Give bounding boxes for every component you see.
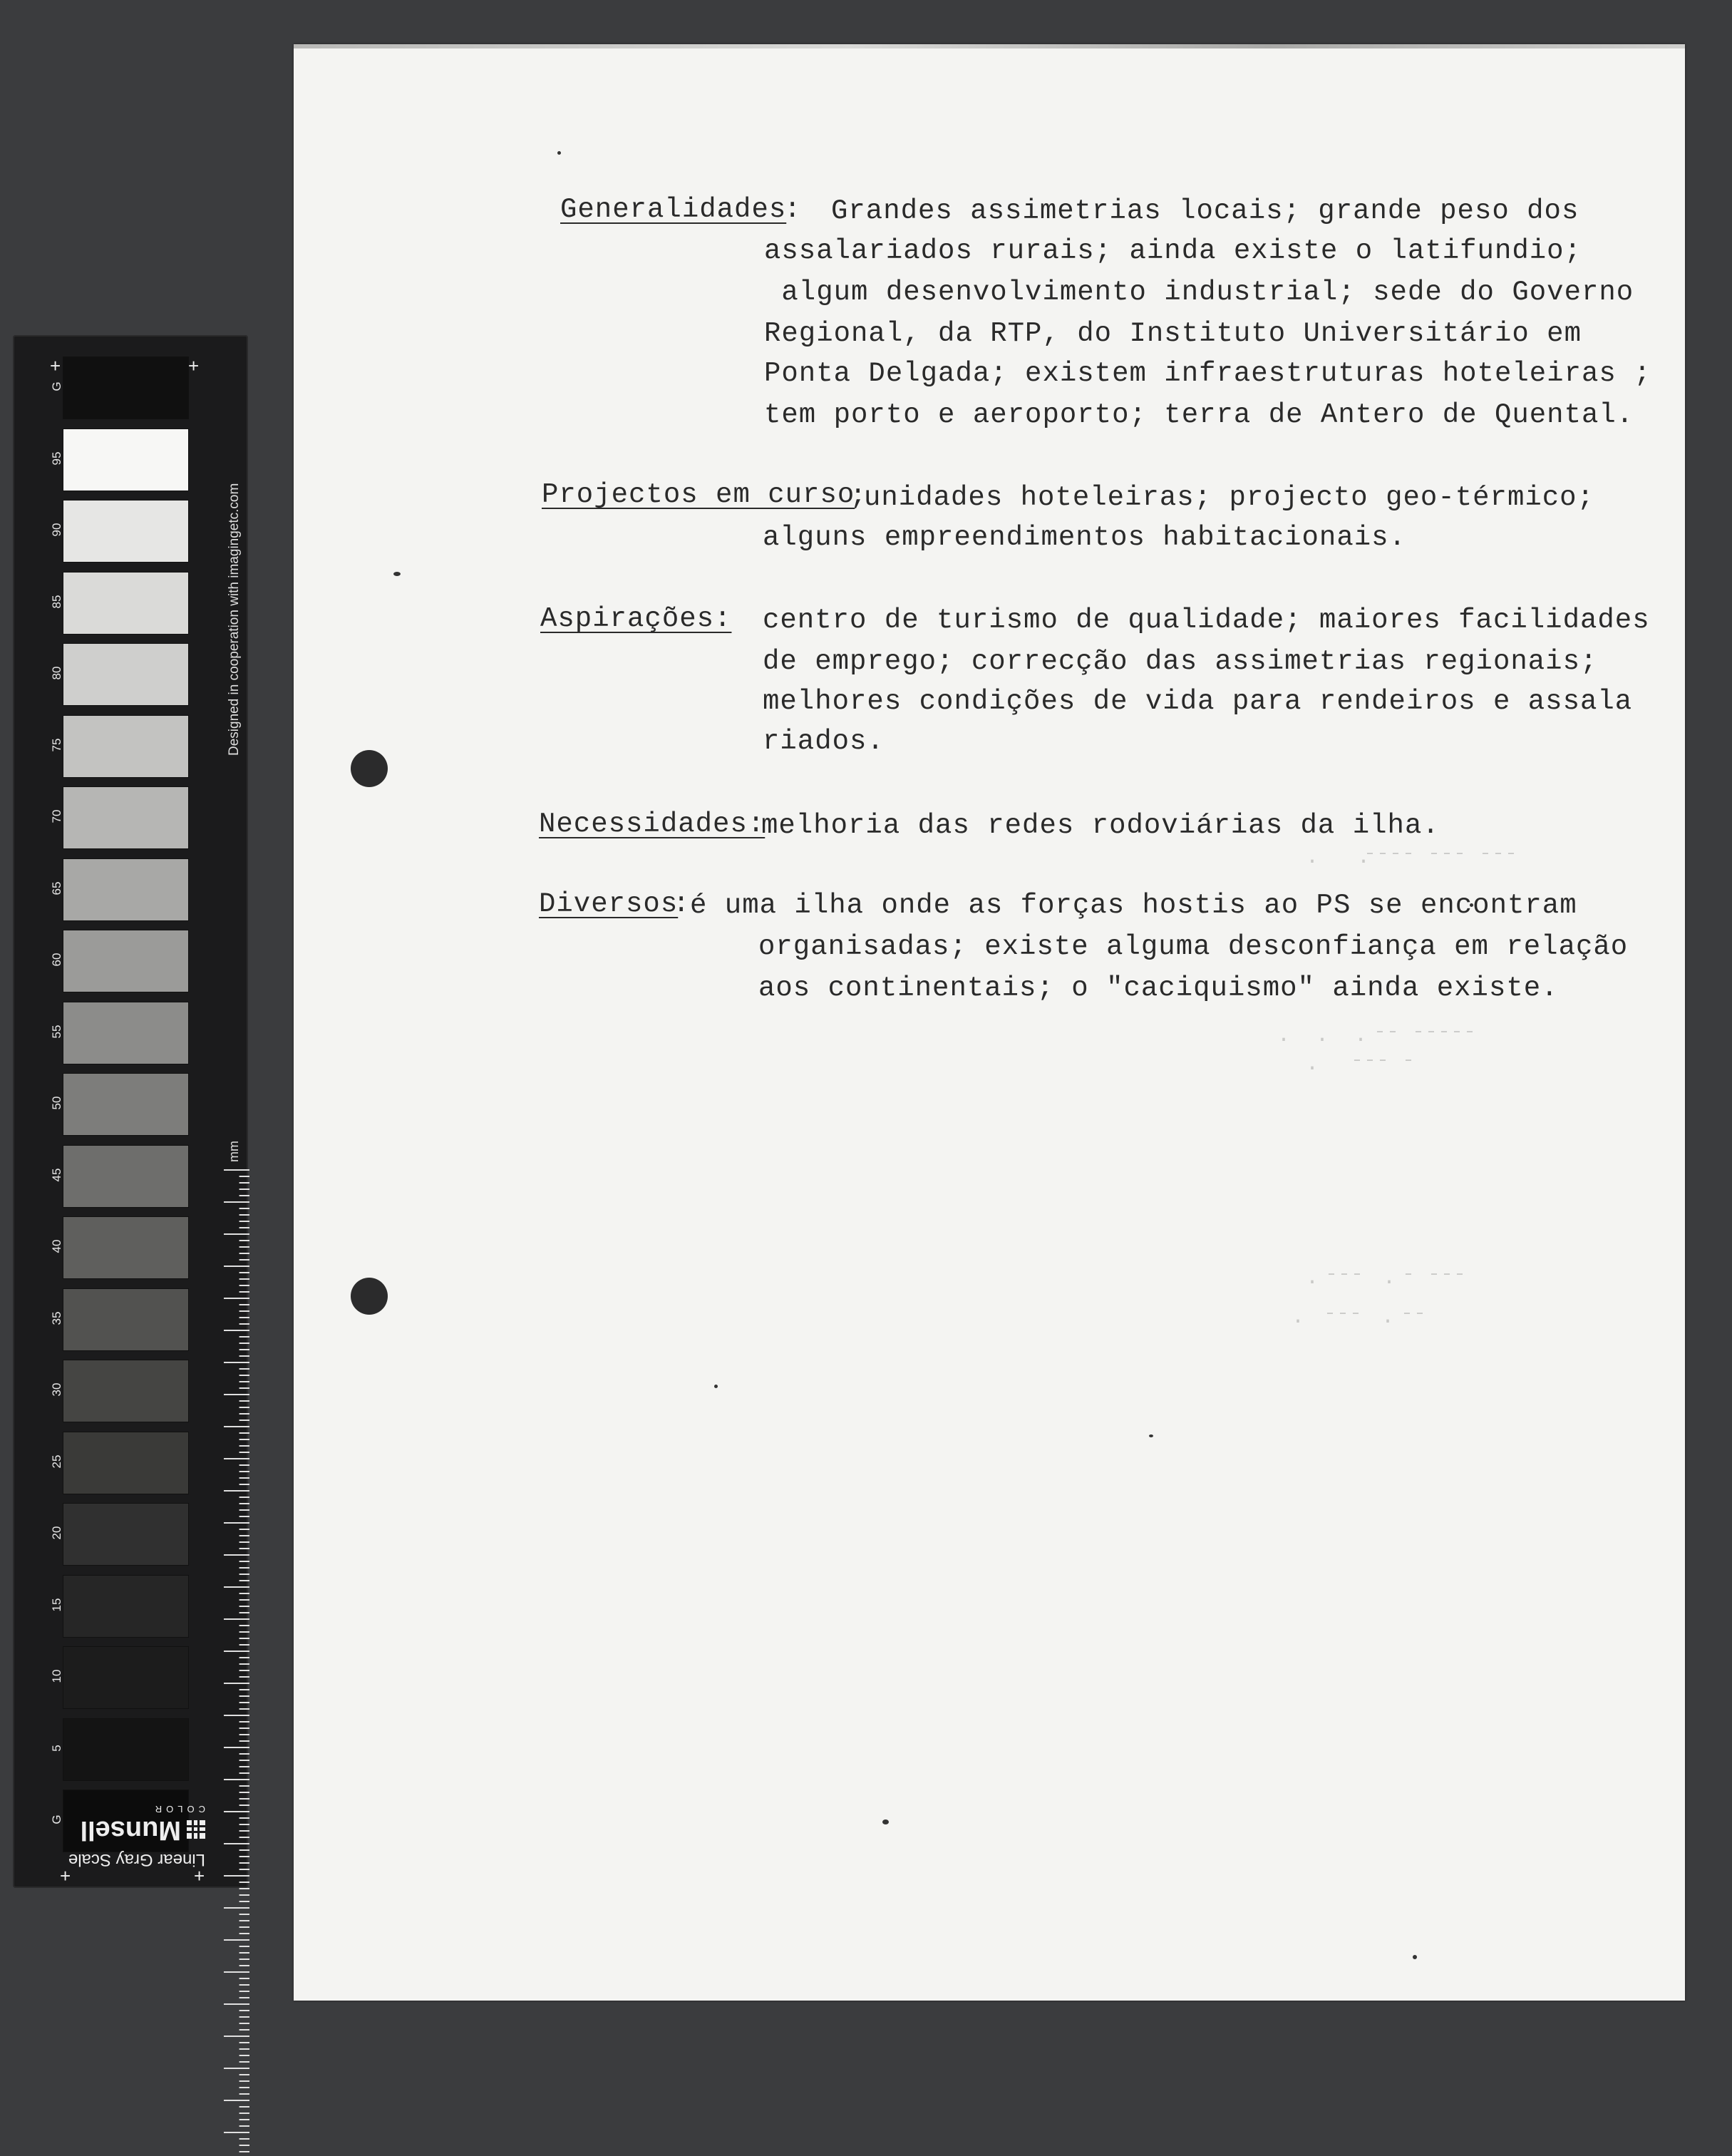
gray-patch	[63, 1002, 189, 1064]
punch-hole	[351, 1278, 388, 1315]
gray-patch	[63, 930, 189, 992]
gray-patch	[63, 786, 189, 849]
section-line: aos continentais; o "caciquismo" ainda existe.	[758, 972, 1559, 1004]
section-separator: :	[784, 194, 802, 225]
gray-patch-label: 35	[50, 1311, 63, 1325]
registration-mark: +	[188, 355, 200, 376]
gray-patch-label: 65	[50, 881, 63, 895]
gray-patch	[63, 643, 189, 706]
gray-patch	[63, 1216, 189, 1279]
gray-patch-label: 50	[50, 1096, 63, 1110]
munsell-brand: Munsell	[80, 1815, 181, 1845]
section-line: de emprego; correcção das assimetrias regionais;	[763, 646, 1598, 677]
gray-patch	[63, 1432, 189, 1494]
show-through-mark: · ·̄ ̄ ̄ ̄ ̄ ̄ ̄ ̄ ̄ ̄	[1306, 850, 1512, 874]
gray-patch-label: 30	[50, 1382, 63, 1397]
gray-patch-label: G	[50, 1814, 63, 1824]
gray-patch-label: 90	[50, 523, 63, 537]
speck	[557, 151, 561, 155]
show-through-mark: · ̄ ̄ ̄ · ̄ ̄	[1292, 1310, 1421, 1334]
speck	[1149, 1434, 1153, 1437]
gray-patch	[63, 1575, 189, 1638]
section-line: Regional, da RTP, do Instituto Universitário em	[764, 318, 1582, 349]
gray-patch-label: 75	[50, 738, 63, 751]
section-line: algum desenvolvimento industrial; sede do Governo	[764, 277, 1634, 308]
section-line: melhores condições de vida para rendeiros e assala	[763, 686, 1633, 717]
section-line: é uma ilha onde as forças hostis ao PS se encontram	[690, 890, 1577, 921]
scale-credit: Designed in cooperation with imagingetc.com	[227, 483, 242, 756]
gray-patch-label: 70	[50, 809, 63, 823]
gray-patch-label: G	[50, 381, 63, 391]
gray-scale-card	[13, 335, 248, 1888]
section-line: Ponta Delgada; existem infraestruturas hoteleiras ;	[764, 358, 1651, 389]
scale-title: Linear Gray Scale	[68, 1850, 205, 1869]
section-line: Grandes assimetrias locais; grande peso dos	[831, 195, 1579, 227]
gray-patch-label: 80	[50, 666, 63, 680]
punch-hole	[351, 750, 388, 787]
section-heading: Projectos em curso	[542, 479, 855, 510]
gray-patch-label: 55	[50, 1025, 63, 1038]
gray-patch-label: 45	[50, 1168, 63, 1181]
speck	[882, 1819, 889, 1824]
section-line: organisadas; existe alguma desconfiança em relação	[758, 931, 1629, 962]
section-line: tem porto e aeroporto; terra de Antero de Quental.	[764, 399, 1634, 431]
gray-patch	[63, 1646, 189, 1709]
gray-patch	[63, 1073, 189, 1136]
gray-patch	[63, 572, 189, 635]
gray-patch	[63, 356, 189, 419]
section-heading: Diversos	[539, 888, 679, 920]
show-through-mark: · ̄ ̄ ̄ ̄	[1306, 1057, 1409, 1081]
gray-patch-label: 15	[50, 1598, 63, 1611]
gray-patch	[63, 1503, 189, 1566]
registration-mark: +	[50, 355, 61, 376]
section-line: alguns empreendimentos habitacionais.	[763, 522, 1406, 553]
gray-patch	[63, 858, 189, 921]
section-separator: ;	[850, 481, 867, 512]
gray-patch	[63, 1718, 189, 1781]
show-through-mark: · · · ̄ ̄ ̄ ̄ ̄ ̄ ̄	[1277, 1028, 1470, 1052]
registration-mark: +	[60, 1865, 71, 1886]
munsell-logo-icon	[187, 1821, 205, 1839]
section-line: unidades hoteleiras; projecto geo-térmico;	[864, 482, 1594, 513]
section-separator: :	[673, 888, 691, 920]
section-line: centro de turismo de qualidade; maiores facilidades	[763, 605, 1650, 636]
document-page	[294, 44, 1685, 2001]
ruler-unit: mm	[227, 1141, 241, 1162]
gray-patch	[63, 1145, 189, 1208]
munsell-sub: COLOR	[150, 1804, 205, 1814]
speck	[714, 1385, 718, 1388]
munsell-logo-row	[63, 1814, 205, 1845]
ruler-major-ticks	[224, 1169, 249, 2156]
page-top-edge	[294, 44, 1685, 48]
gray-patch	[63, 428, 189, 491]
gray-patch	[63, 500, 189, 563]
section-heading: Aspirações:	[540, 603, 732, 635]
speck	[393, 572, 401, 576]
section-line: riados.	[763, 726, 885, 757]
gray-patch-label: 40	[50, 1239, 63, 1253]
gray-patch	[63, 715, 189, 778]
gray-patch-label: 10	[50, 1669, 63, 1683]
section-heading: Necessidades:	[539, 808, 766, 840]
scale-brand	[63, 1804, 205, 1869]
speck	[1413, 1955, 1417, 1959]
registration-mark: +	[194, 1865, 205, 1886]
gray-patch-label: 95	[50, 451, 63, 465]
gray-patch-label: 5	[50, 1744, 63, 1752]
section-line: assalariados rurais; ainda existe o latifundio;	[764, 235, 1582, 267]
gray-patch-label: 60	[50, 953, 63, 967]
gray-patch-label: 20	[50, 1526, 63, 1540]
gray-patch	[63, 1360, 189, 1422]
section-heading: Generalidades	[560, 194, 787, 225]
gray-patch	[63, 1288, 189, 1351]
show-through-mark: · ̄ ̄ ̄ · ̄ ̄ ̄ ̄	[1306, 1270, 1460, 1295]
gray-patch-label: 85	[50, 595, 63, 608]
gray-patch-label: 25	[50, 1454, 63, 1468]
section-line: melhoria das redes rodoviárias da ilha.	[761, 810, 1440, 841]
